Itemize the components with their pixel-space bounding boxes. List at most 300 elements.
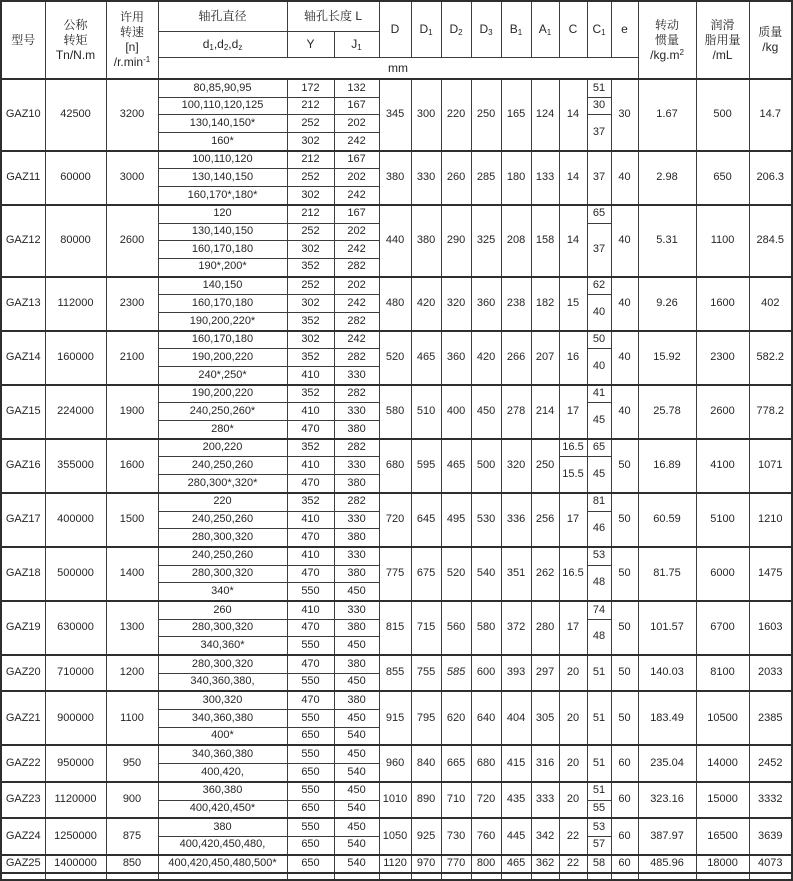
dim-b1-cell: 372 xyxy=(501,601,531,655)
length-y-cell: 352 xyxy=(287,312,334,330)
length-j1-cell: 450 xyxy=(334,782,379,800)
grease-cell: 1100 xyxy=(696,205,749,277)
table-row xyxy=(1,277,792,295)
length-j1-cell: 330 xyxy=(334,367,379,385)
dim-d2-cell: 360 xyxy=(441,331,471,385)
dim-b1-cell: 180 xyxy=(501,151,531,205)
dim-d3-cell: 500 xyxy=(471,439,501,493)
dim-a1-cell: 256 xyxy=(531,493,559,547)
length-j1-cell: 380 xyxy=(334,475,379,493)
dim-c-cell: 22 xyxy=(559,818,587,854)
length-y-cell: 550 xyxy=(287,782,334,800)
mass-cell: 14.7 xyxy=(749,79,792,151)
length-j1-cell: 380 xyxy=(334,655,379,673)
dim-d3-cell: 360 xyxy=(471,277,501,331)
dim-d3-cell: 450 xyxy=(471,385,501,439)
empty-cell xyxy=(638,873,696,880)
dim-a1-cell: 124 xyxy=(531,79,559,151)
model-cell: GAZ21 xyxy=(1,691,45,745)
bore-diameter-cell: 130,140,150* xyxy=(158,115,287,133)
length-y-cell: 302 xyxy=(287,133,334,151)
bore-diameter-cell: 160* xyxy=(158,133,287,151)
model-cell: GAZ16 xyxy=(1,439,45,493)
dim-c1-cell: 40 xyxy=(587,295,611,331)
bore-diameter-cell: 400,420,450* xyxy=(158,800,287,818)
dim-d2-cell: 290 xyxy=(441,205,471,277)
length-y-cell: 352 xyxy=(287,258,334,276)
col-header-inertia: 转动 惯量 $/kg.m^2$ xyxy=(638,1,696,79)
dim-d2-cell: 495 xyxy=(441,493,471,547)
length-y-cell: 470 xyxy=(287,421,334,439)
dim-d-cell: 580 xyxy=(379,385,411,439)
torque-cell: 42500 xyxy=(45,79,106,151)
dim-c1-cell: 48 xyxy=(587,619,611,655)
col-header-model: 型号 xyxy=(1,1,45,79)
length-j1-cell: 167 xyxy=(334,205,379,223)
dim-b1-cell: 266 xyxy=(501,331,531,385)
length-y-cell: 550 xyxy=(287,710,334,728)
dim-a1-cell: 362 xyxy=(531,855,559,874)
empty-cell xyxy=(696,873,749,880)
grease-cell: 16500 xyxy=(696,818,749,854)
dim-a1-cell: 297 xyxy=(531,655,559,691)
model-cell: GAZ14 xyxy=(1,331,45,385)
length-y-cell: 410 xyxy=(287,547,334,565)
dim-c1-cell: 51 xyxy=(587,655,611,691)
dim-c1-cell: 46 xyxy=(587,511,611,547)
mass-cell: 206.3 xyxy=(749,151,792,205)
length-j1-cell: 330 xyxy=(334,511,379,529)
table-row xyxy=(1,855,792,874)
dim-d1-cell: 645 xyxy=(411,493,441,547)
length-y-cell: 410 xyxy=(287,403,334,421)
dim-d1-cell: 970 xyxy=(411,855,441,874)
speed-cell: 875 xyxy=(106,818,158,854)
bore-diameter-cell: 280,300,320 xyxy=(158,619,287,637)
dim-c-cell: 14 xyxy=(559,79,587,151)
speed-cell: 1900 xyxy=(106,385,158,439)
dim-d2-cell: 465 xyxy=(441,439,471,493)
bore-diameter-cell: 190,200,220 xyxy=(158,349,287,367)
torque-cell: 400000 xyxy=(45,493,106,547)
bore-diameter-cell: 340,360* xyxy=(158,637,287,655)
dim-a1-cell: 280 xyxy=(531,601,559,655)
header-row-1 xyxy=(1,1,792,32)
length-j1-cell: 450 xyxy=(334,673,379,691)
torque-cell: 500000 xyxy=(45,547,106,601)
length-j1-cell: 242 xyxy=(334,187,379,205)
empty-cell xyxy=(559,873,587,880)
dim-d1-cell: 840 xyxy=(411,745,441,781)
speed-cell: 1300 xyxy=(106,601,158,655)
model-cell: GAZ12 xyxy=(1,205,45,277)
length-y-cell: 410 xyxy=(287,601,334,619)
length-j1-cell: 380 xyxy=(334,619,379,637)
length-j1-cell: 167 xyxy=(334,151,379,169)
speed-cell: 3200 xyxy=(106,79,158,151)
mass-cell: 1210 xyxy=(749,493,792,547)
dim-c1-cell: 30 xyxy=(587,97,611,115)
dim-c1-cell: 65 xyxy=(587,205,611,223)
dim-a1-cell: 262 xyxy=(531,547,559,601)
table-row xyxy=(1,385,792,403)
dim-b1-cell: 393 xyxy=(501,655,531,691)
dim-b1-cell: 278 xyxy=(501,385,531,439)
dim-d2-cell: 260 xyxy=(441,151,471,205)
dim-e-cell: 50 xyxy=(611,655,638,691)
dim-d3-cell: 600 xyxy=(471,655,501,691)
dim-c-cell: 20 xyxy=(559,691,587,745)
dim-b1-cell: 336 xyxy=(501,493,531,547)
table-row xyxy=(1,439,792,457)
mass-cell: 1475 xyxy=(749,547,792,601)
bore-diameter-cell: 280,300,320 xyxy=(158,529,287,547)
dim-e-cell: 60 xyxy=(611,745,638,781)
length-y-cell: 470 xyxy=(287,565,334,583)
dim-d2-cell: 400 xyxy=(441,385,471,439)
length-y-cell: 172 xyxy=(287,79,334,97)
bore-diameter-cell: 340,360,380 xyxy=(158,710,287,728)
dim-d-cell: 1010 xyxy=(379,782,411,818)
dim-c1-cell: 65 xyxy=(587,439,611,457)
inertia-cell: 81.75 xyxy=(638,547,696,601)
dim-d1-cell: 465 xyxy=(411,331,441,385)
length-y-cell: 410 xyxy=(287,511,334,529)
bore-diameter-cell: 340* xyxy=(158,583,287,601)
dim-d2-cell: 620 xyxy=(441,691,471,745)
bore-diameter-cell: 380 xyxy=(158,818,287,836)
dim-d-cell: 520 xyxy=(379,331,411,385)
dim-c-cell: 15.5 xyxy=(559,457,587,493)
col-header-D2: $D_2$ xyxy=(441,1,471,58)
length-j1-cell: 540 xyxy=(334,727,379,745)
bore-diameter-cell: 190,200,220 xyxy=(158,385,287,403)
col-header-D1: $D_1$ xyxy=(411,1,441,58)
length-j1-cell: 242 xyxy=(334,295,379,313)
dim-e-cell: 40 xyxy=(611,277,638,331)
dim-c1-cell: 81 xyxy=(587,493,611,511)
dim-d1-cell: 510 xyxy=(411,385,441,439)
dim-b1-cell: 465 xyxy=(501,855,531,874)
dim-c-cell: 20 xyxy=(559,655,587,691)
length-y-cell: 470 xyxy=(287,655,334,673)
dim-b1-cell: 415 xyxy=(501,745,531,781)
bore-diameter-cell: 360,380 xyxy=(158,782,287,800)
dim-c1-cell: 58 xyxy=(587,855,611,874)
model-cell: GAZ23 xyxy=(1,782,45,818)
speed-cell: 2600 xyxy=(106,205,158,277)
dim-d3-cell: 760 xyxy=(471,818,501,854)
length-y-cell: 302 xyxy=(287,331,334,349)
dim-a1-cell: 305 xyxy=(531,691,559,745)
mass-cell: 284.5 xyxy=(749,205,792,277)
length-j1-cell: 540 xyxy=(334,800,379,818)
torque-cell: 1120000 xyxy=(45,782,106,818)
dim-c1-cell: 37 xyxy=(587,151,611,205)
length-y-cell: 650 xyxy=(287,764,334,782)
dim-d2-cell: 770 xyxy=(441,855,471,874)
dim-d1-cell: 925 xyxy=(411,818,441,854)
dim-a1-cell: 250 xyxy=(531,439,559,493)
bore-diameter-cell: 260 xyxy=(158,601,287,619)
length-y-cell: 550 xyxy=(287,583,334,601)
dim-d2-cell: 320 xyxy=(441,277,471,331)
table-row xyxy=(1,818,792,836)
dim-d-cell: 960 xyxy=(379,745,411,781)
dim-c1-cell: 51 xyxy=(587,79,611,97)
dim-d-cell: 480 xyxy=(379,277,411,331)
torque-cell: 950000 xyxy=(45,745,106,781)
dim-d3-cell: 250 xyxy=(471,79,501,151)
dim-c1-cell: 45 xyxy=(587,457,611,493)
inertia-cell: 485.96 xyxy=(638,855,696,874)
dim-c-cell: 14 xyxy=(559,151,587,205)
dim-d3-cell: 285 xyxy=(471,151,501,205)
inertia-cell: 15.92 xyxy=(638,331,696,385)
dim-c1-cell: 53 xyxy=(587,547,611,565)
empty-cell xyxy=(379,873,411,880)
table-row xyxy=(1,151,792,169)
grease-cell: 18000 xyxy=(696,855,749,874)
empty-cell xyxy=(501,873,531,880)
inertia-cell: 16.89 xyxy=(638,439,696,493)
length-j1-cell: 282 xyxy=(334,493,379,511)
bore-diameter-cell: 340,360,380, xyxy=(158,673,287,691)
length-y-cell: 650 xyxy=(287,855,334,874)
dim-d3-cell: 540 xyxy=(471,547,501,601)
bore-diameter-cell: 120 xyxy=(158,205,287,223)
dim-d3-cell: 325 xyxy=(471,205,501,277)
table-row xyxy=(1,205,792,223)
col-header-e: e xyxy=(611,1,638,58)
col-header-mass: 质量 /kg xyxy=(749,1,792,79)
model-cell: GAZ15 xyxy=(1,385,45,439)
length-j1-cell: 282 xyxy=(334,258,379,276)
inertia-cell: 1.67 xyxy=(638,79,696,151)
bore-diameter-cell: 100,110,120 xyxy=(158,151,287,169)
inertia-cell: 235.04 xyxy=(638,745,696,781)
model-cell: GAZ19 xyxy=(1,601,45,655)
bore-diameter-cell: 400,420,450,480,500* xyxy=(158,855,287,874)
mass-cell: 4073 xyxy=(749,855,792,874)
dim-c-cell: 16.5 xyxy=(559,439,587,457)
bore-diameter-cell: 280,300*,320* xyxy=(158,475,287,493)
length-y-cell: 550 xyxy=(287,637,334,655)
inertia-cell: 25.78 xyxy=(638,385,696,439)
length-j1-cell: 202 xyxy=(334,115,379,133)
dim-d2-cell: 520 xyxy=(441,547,471,601)
length-y-cell: 252 xyxy=(287,277,334,295)
col-header-C: C xyxy=(559,1,587,58)
dim-b1-cell: 351 xyxy=(501,547,531,601)
grease-cell: 10500 xyxy=(696,691,749,745)
empty-cell xyxy=(158,873,287,880)
grease-cell: 6700 xyxy=(696,601,749,655)
length-j1-cell: 330 xyxy=(334,457,379,475)
empty-cell xyxy=(411,873,441,880)
empty-cell xyxy=(611,873,638,880)
speed-cell: 1500 xyxy=(106,493,158,547)
table-row xyxy=(1,601,792,619)
mass-cell: 402 xyxy=(749,277,792,331)
dim-c1-cell: 40 xyxy=(587,349,611,385)
table-row xyxy=(1,745,792,763)
length-y-cell: 410 xyxy=(287,367,334,385)
dim-c1-cell: 50 xyxy=(587,331,611,349)
inertia-cell: 387.97 xyxy=(638,818,696,854)
grease-cell: 14000 xyxy=(696,745,749,781)
length-y-cell: 302 xyxy=(287,241,334,259)
inertia-cell: 140.03 xyxy=(638,655,696,691)
length-j1-cell: 450 xyxy=(334,583,379,601)
dim-c-cell: 17 xyxy=(559,493,587,547)
length-j1-cell: 242 xyxy=(334,241,379,259)
bore-diameter-cell: 80,85,90,95 xyxy=(158,79,287,97)
dim-b1-cell: 404 xyxy=(501,691,531,745)
bore-diameter-cell: 160,170,180 xyxy=(158,331,287,349)
length-y-cell: 470 xyxy=(287,475,334,493)
empty-cell xyxy=(441,873,471,880)
model-cell: GAZ20 xyxy=(1,655,45,691)
dim-d3-cell: 680 xyxy=(471,745,501,781)
length-y-cell: 352 xyxy=(287,439,334,457)
dim-d-cell: 775 xyxy=(379,547,411,601)
dim-c-cell: 16.5 xyxy=(559,547,587,601)
dim-d-cell: 915 xyxy=(379,691,411,745)
mass-cell: 2033 xyxy=(749,655,792,691)
dim-b1-cell: 435 xyxy=(501,782,531,818)
bore-diameter-cell: 280* xyxy=(158,421,287,439)
table-header xyxy=(1,1,792,79)
length-y-cell: 212 xyxy=(287,151,334,169)
length-j1-cell: 242 xyxy=(334,133,379,151)
bore-diameter-cell: 280,300,320 xyxy=(158,655,287,673)
dim-e-cell: 50 xyxy=(611,547,638,601)
dim-e-cell: 30 xyxy=(611,79,638,151)
length-y-cell: 252 xyxy=(287,223,334,241)
dim-c-cell: 16 xyxy=(559,331,587,385)
col-header-D: D xyxy=(379,1,411,58)
bore-diameter-cell: 160,170*,180* xyxy=(158,187,287,205)
dim-d2-cell: 560 xyxy=(441,601,471,655)
empty-cell xyxy=(749,873,792,880)
length-j1-cell: 450 xyxy=(334,745,379,763)
dim-c1-cell: 48 xyxy=(587,565,611,601)
dim-d-cell: 855 xyxy=(379,655,411,691)
dim-c-cell: 17 xyxy=(559,601,587,655)
dim-c1-cell: 51 xyxy=(587,691,611,745)
mass-cell: 2452 xyxy=(749,745,792,781)
dim-d2-cell: 585 xyxy=(441,655,471,691)
length-j1-cell: 380 xyxy=(334,565,379,583)
length-j1-cell: 330 xyxy=(334,403,379,421)
speed-cell: 1400 xyxy=(106,547,158,601)
model-cell: GAZ25 xyxy=(1,855,45,874)
length-j1-cell: 282 xyxy=(334,439,379,457)
dim-d3-cell: 420 xyxy=(471,331,501,385)
grease-cell: 4100 xyxy=(696,439,749,493)
mass-cell: 3639 xyxy=(749,818,792,854)
length-j1-cell: 132 xyxy=(334,79,379,97)
torque-cell: 630000 xyxy=(45,601,106,655)
col-header-D3: $D_3$ xyxy=(471,1,501,58)
dim-d3-cell: 530 xyxy=(471,493,501,547)
length-j1-cell: 450 xyxy=(334,818,379,836)
dim-d1-cell: 755 xyxy=(411,655,441,691)
torque-cell: 1250000 xyxy=(45,818,106,854)
length-j1-cell: 450 xyxy=(334,710,379,728)
dim-d-cell: 1120 xyxy=(379,855,411,874)
dim-c1-cell: 74 xyxy=(587,601,611,619)
dim-a1-cell: 182 xyxy=(531,277,559,331)
bore-diameter-cell: 200,220 xyxy=(158,439,287,457)
speed-cell: 1600 xyxy=(106,439,158,493)
dim-d2-cell: 730 xyxy=(441,818,471,854)
torque-cell: 355000 xyxy=(45,439,106,493)
model-cell: GAZ18 xyxy=(1,547,45,601)
dim-d1-cell: 675 xyxy=(411,547,441,601)
empty-cell xyxy=(471,873,501,880)
grease-cell: 500 xyxy=(696,79,749,151)
length-y-cell: 212 xyxy=(287,97,334,115)
length-y-cell: 650 xyxy=(287,727,334,745)
length-j1-cell: 380 xyxy=(334,529,379,547)
speed-cell: 1100 xyxy=(106,691,158,745)
length-y-cell: 352 xyxy=(287,385,334,403)
length-y-cell: 550 xyxy=(287,673,334,691)
col-header-C1: $C_1$ xyxy=(587,1,611,58)
length-j1-cell: 202 xyxy=(334,277,379,295)
col-header-grease: 润滑 脂用量 /mL xyxy=(696,1,749,79)
torque-cell: 710000 xyxy=(45,655,106,691)
bore-diameter-cell: 160,170,180 xyxy=(158,295,287,313)
dim-d1-cell: 330 xyxy=(411,151,441,205)
table-row xyxy=(1,691,792,709)
table-body xyxy=(1,79,792,880)
col-header-length-Y: Y xyxy=(287,32,334,58)
torque-cell: 1400000 xyxy=(45,855,106,874)
length-j1-cell: 282 xyxy=(334,349,379,367)
empty-cell xyxy=(45,873,106,880)
dim-d1-cell: 595 xyxy=(411,439,441,493)
dim-b1-cell: 238 xyxy=(501,277,531,331)
length-j1-cell: 540 xyxy=(334,764,379,782)
length-y-cell: 470 xyxy=(287,691,334,709)
grease-cell: 2300 xyxy=(696,331,749,385)
torque-cell: 112000 xyxy=(45,277,106,331)
dim-e-cell: 60 xyxy=(611,818,638,854)
dim-c1-cell: 37 xyxy=(587,115,611,151)
dim-d1-cell: 380 xyxy=(411,205,441,277)
col-header-B1: $B_1$ xyxy=(501,1,531,58)
dim-c1-cell: 53 xyxy=(587,818,611,836)
empty-cell xyxy=(334,873,379,880)
dim-c-cell: 15 xyxy=(559,277,587,331)
length-j1-cell: 540 xyxy=(334,855,379,874)
empty-cell xyxy=(587,873,611,880)
bore-diameter-cell: 240,250,260 xyxy=(158,511,287,529)
col-header-bore-diameter-symbols: $d_1,d_2,d_z$ xyxy=(158,32,287,58)
mass-cell: 2385 xyxy=(749,691,792,745)
empty-cell xyxy=(287,873,334,880)
table-row xyxy=(1,331,792,349)
col-header-bore-length: 轴孔长度 L xyxy=(287,1,379,32)
dim-d1-cell: 795 xyxy=(411,691,441,745)
bore-diameter-cell: 240,250,260* xyxy=(158,403,287,421)
table-row-partial xyxy=(1,873,792,880)
torque-cell: 900000 xyxy=(45,691,106,745)
length-j1-cell: 330 xyxy=(334,547,379,565)
